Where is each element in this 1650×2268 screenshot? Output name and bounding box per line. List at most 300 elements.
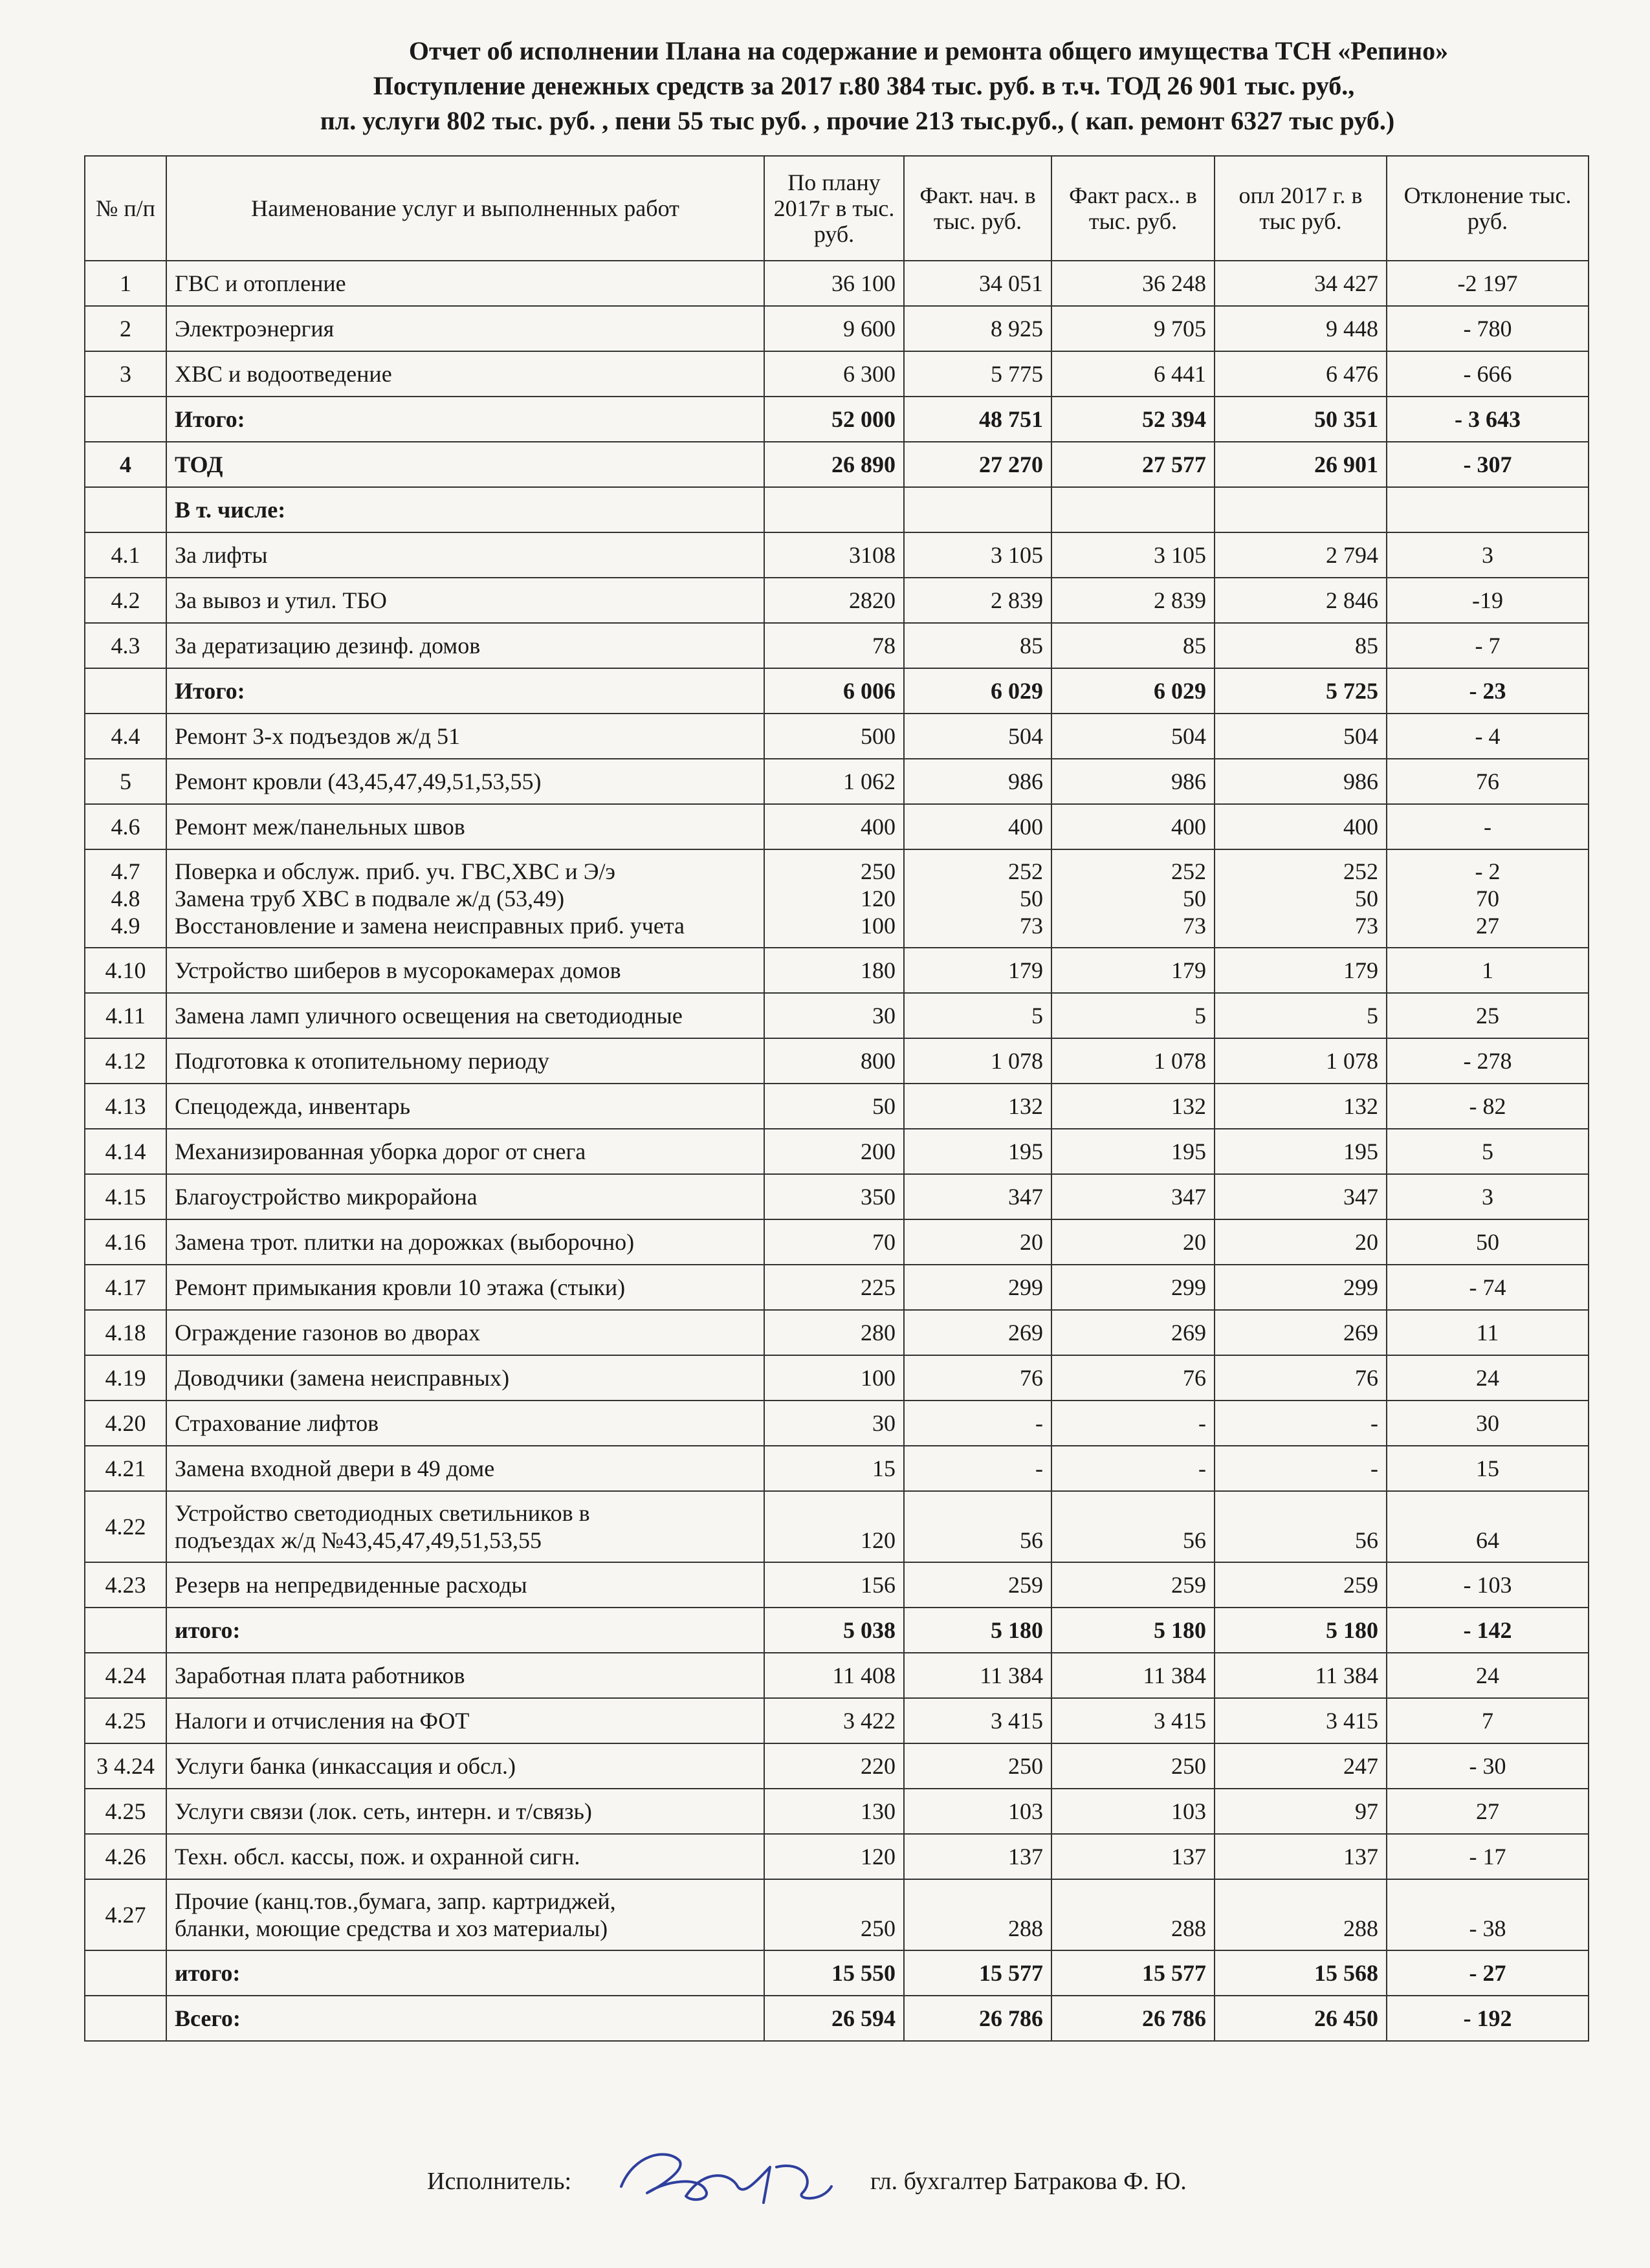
cell-fact-accrued: 252 50 73 <box>904 849 1051 948</box>
cell-deviation: - 192 <box>1387 1996 1589 2041</box>
table-body <box>85 261 1589 2041</box>
table-row <box>85 1996 1589 2041</box>
cell-paid: 34 427 <box>1215 261 1387 306</box>
cell-fact-expense: 195 <box>1051 1129 1215 1174</box>
cell-deviation <box>1387 487 1589 532</box>
cell-deviation: - 142 <box>1387 1608 1589 1653</box>
cell-num: 4.10 <box>85 948 166 993</box>
cell-paid: 6 476 <box>1215 351 1387 397</box>
cell-paid: 132 <box>1215 1084 1387 1129</box>
cell-name: Ремонт меж/панельных швов <box>166 804 764 849</box>
cell-fact-accrued: 103 <box>904 1789 1051 1834</box>
cell-name: Замена входной двери в 49 доме <box>166 1446 764 1491</box>
cell-paid: 179 <box>1215 948 1387 993</box>
cell-name: ГВС и отопление <box>166 261 764 306</box>
cell-paid: 259 <box>1215 1562 1387 1608</box>
cell-paid: 195 <box>1215 1129 1387 1174</box>
cell-name: В т. числе: <box>166 487 764 532</box>
cell-fact-accrued: 56 <box>904 1491 1051 1562</box>
cell-num: 4.17 <box>85 1265 166 1310</box>
cell-fact-expense: 36 248 <box>1051 261 1215 306</box>
cell-plan: 50 <box>764 1084 904 1129</box>
table-row <box>85 1355 1589 1401</box>
cell-plan: 70 <box>764 1219 904 1265</box>
cell-fact-accrued: 259 <box>904 1562 1051 1608</box>
cell-plan: 225 <box>764 1265 904 1310</box>
cell-name: Доводчики (замена неисправных) <box>166 1355 764 1401</box>
cell-name: За лифты <box>166 532 764 578</box>
cell-fact-expense: 103 <box>1051 1789 1215 1834</box>
table-row <box>85 578 1589 623</box>
cell-fact-expense: 132 <box>1051 1084 1215 1129</box>
cell-paid: 5 180 <box>1215 1608 1387 1653</box>
cell-plan: 2820 <box>764 578 904 623</box>
cell-name: Страхование лифтов <box>166 1401 764 1446</box>
cell-name: итого: <box>166 1950 764 1996</box>
cell-paid: 986 <box>1215 759 1387 804</box>
cell-fact-expense: 137 <box>1051 1834 1215 1879</box>
cell-paid: 3 415 <box>1215 1698 1387 1743</box>
cell-name: Прочие (канц.тов.,бумага, запр. картриджей, бланки, моющие средства и хоз материалы) <box>166 1879 764 1950</box>
table-row <box>85 532 1589 578</box>
cell-paid: 97 <box>1215 1789 1387 1834</box>
cell-fact-expense: 252 50 73 <box>1051 849 1215 948</box>
cell-num: 4.20 <box>85 1401 166 1446</box>
cell-num: 2 <box>85 306 166 351</box>
table-row <box>85 993 1589 1038</box>
table-row <box>85 804 1589 849</box>
cell-plan: 220 <box>764 1743 904 1789</box>
cell-paid: 5 <box>1215 993 1387 1038</box>
cell-plan: 180 <box>764 948 904 993</box>
col-header-plan: По плану 2017г в тыс. руб. <box>764 156 904 261</box>
cell-fact-expense: 76 <box>1051 1355 1215 1401</box>
cell-plan: 100 <box>764 1355 904 1401</box>
cell-deviation: - 666 <box>1387 351 1589 397</box>
col-header-fact-accrued: Факт. нач. в тыс. руб. <box>904 156 1051 261</box>
table-row <box>85 1401 1589 1446</box>
cell-plan: 800 <box>764 1038 904 1084</box>
cell-deviation: - 38 <box>1387 1879 1589 1950</box>
cell-deviation: - 74 <box>1387 1265 1589 1310</box>
cell-name: Поверка и обслуж. приб. уч. ГВС,ХВС и Э/э Замена труб ХВС в подвале ж/д (53,49) Восстановление и замена неисправных приб. учета <box>166 849 764 948</box>
cell-name: Благоустройство микрорайона <box>166 1174 764 1219</box>
col-header-num: № п/п <box>85 156 166 261</box>
cell-fact-expense: 299 <box>1051 1265 1215 1310</box>
cell-fact-expense: 5 180 <box>1051 1608 1215 1653</box>
table-header-row <box>85 156 1589 261</box>
cell-plan: 6 006 <box>764 668 904 714</box>
report-header <box>0 34 1650 138</box>
cell-plan: 36 100 <box>764 261 904 306</box>
table-row <box>85 1219 1589 1265</box>
cell-fact-expense: 504 <box>1051 714 1215 759</box>
cell-fact-accrued: 85 <box>904 623 1051 668</box>
cell-name: Техн. обсл. кассы, пож. и охранной сигн. <box>166 1834 764 1879</box>
table-row <box>85 397 1589 442</box>
cell-name: Ремонт примыкания кровли 10 этажа (стыки) <box>166 1265 764 1310</box>
cell-plan: 15 <box>764 1446 904 1491</box>
cell-name: Спецодежда, инвентарь <box>166 1084 764 1129</box>
cell-num: 5 <box>85 759 166 804</box>
cell-num: 4.11 <box>85 993 166 1038</box>
cell-fact-accrued: 76 <box>904 1355 1051 1401</box>
cell-num <box>85 397 166 442</box>
cell-fact-accrued: 179 <box>904 948 1051 993</box>
table-row <box>85 306 1589 351</box>
cell-deviation: - 780 <box>1387 306 1589 351</box>
cell-name: Услуги связи (лок. сеть, интерн. и т/связь) <box>166 1789 764 1834</box>
cell-num: 4.13 <box>85 1084 166 1129</box>
col-header-fact-expense: Факт расх.. в тыс. руб. <box>1051 156 1215 261</box>
cell-num: 4.2 <box>85 578 166 623</box>
cell-num: 4.4 <box>85 714 166 759</box>
cell-plan: 30 <box>764 993 904 1038</box>
table-row <box>85 487 1589 532</box>
cell-paid <box>1215 487 1387 532</box>
table-row <box>85 1491 1589 1562</box>
cell-fact-accrued: 195 <box>904 1129 1051 1174</box>
cell-fact-expense: 26 786 <box>1051 1996 1215 2041</box>
table-row <box>85 1038 1589 1084</box>
cell-fact-expense: 986 <box>1051 759 1215 804</box>
cell-name: Резерв на непредвиденные расходы <box>166 1562 764 1608</box>
cell-paid: 504 <box>1215 714 1387 759</box>
table-row <box>85 849 1589 948</box>
cell-deviation: - 4 <box>1387 714 1589 759</box>
cell-plan: 120 <box>764 1834 904 1879</box>
cell-paid: 347 <box>1215 1174 1387 1219</box>
report-table <box>84 155 1589 2042</box>
cell-plan: 1 062 <box>764 759 904 804</box>
cell-deviation: - 2 70 27 <box>1387 849 1589 948</box>
cell-plan: 120 <box>764 1491 904 1562</box>
table-row <box>85 948 1589 993</box>
cell-paid: 20 <box>1215 1219 1387 1265</box>
cell-plan: 156 <box>764 1562 904 1608</box>
cell-plan: 400 <box>764 804 904 849</box>
table-row <box>85 1743 1589 1789</box>
cell-plan: 130 <box>764 1789 904 1834</box>
col-header-name: Наименование услуг и выполненных работ <box>166 156 764 261</box>
cell-name: ХВС и водоотведение <box>166 351 764 397</box>
cell-name: Электроэнергия <box>166 306 764 351</box>
cell-deviation: - 17 <box>1387 1834 1589 1879</box>
cell-paid: 56 <box>1215 1491 1387 1562</box>
cell-fact-expense: 347 <box>1051 1174 1215 1219</box>
cell-fact-accrued: 2 839 <box>904 578 1051 623</box>
cell-num: 4.26 <box>85 1834 166 1879</box>
cell-num: 4.18 <box>85 1310 166 1355</box>
cell-deviation: - 103 <box>1387 1562 1589 1608</box>
cell-paid: 247 <box>1215 1743 1387 1789</box>
cell-paid: 137 <box>1215 1834 1387 1879</box>
cell-name: За вывоз и утил. ТБО <box>166 578 764 623</box>
cell-deviation: 24 <box>1387 1355 1589 1401</box>
cell-plan: 5 038 <box>764 1608 904 1653</box>
report-receipts-details: пл. услуги 802 тыс. руб. , пени 55 тыс руб. , прочие 213 тыс.руб., ( кап. ремонт 6327 тыс руб.) <box>320 106 1395 135</box>
table-row <box>85 1789 1589 1834</box>
cell-name: итого: <box>166 1608 764 1653</box>
cell-fact-accrued: - <box>904 1401 1051 1446</box>
cell-fact-expense: 288 <box>1051 1879 1215 1950</box>
cell-num: 4.27 <box>85 1879 166 1950</box>
cell-paid: 26 450 <box>1215 1996 1387 2041</box>
cell-name: Подготовка к отопительному периоду <box>166 1038 764 1084</box>
cell-fact-expense: 52 394 <box>1051 397 1215 442</box>
cell-deviation: 11 <box>1387 1310 1589 1355</box>
cell-num: 4.3 <box>85 623 166 668</box>
cell-fact-expense: 250 <box>1051 1743 1215 1789</box>
col-header-deviation: Отклонение тыс. руб. <box>1387 156 1589 261</box>
cell-paid: 288 <box>1215 1879 1387 1950</box>
cell-fact-expense: 5 <box>1051 993 1215 1038</box>
table-row <box>85 759 1589 804</box>
cell-paid: 15 568 <box>1215 1950 1387 1996</box>
cell-name: Итого: <box>166 668 764 714</box>
cell-plan: 500 <box>764 714 904 759</box>
cell-deviation: 1 <box>1387 948 1589 993</box>
cell-fact-accrued: 15 577 <box>904 1950 1051 1996</box>
cell-fact-accrued: 299 <box>904 1265 1051 1310</box>
cell-num: 4.23 <box>85 1562 166 1608</box>
cell-paid: 400 <box>1215 804 1387 849</box>
cell-fact-expense: 11 384 <box>1051 1653 1215 1698</box>
cell-name: Всего: <box>166 1996 764 2041</box>
cell-num: 4.1 <box>85 532 166 578</box>
cell-num <box>85 1996 166 2041</box>
cell-deviation: - 278 <box>1387 1038 1589 1084</box>
table-row <box>85 1950 1589 1996</box>
cell-deviation: - 27 <box>1387 1950 1589 1996</box>
signature-mark <box>608 2141 841 2212</box>
table-row <box>85 668 1589 714</box>
cell-num <box>85 1950 166 1996</box>
cell-fact-expense: 400 <box>1051 804 1215 849</box>
cell-fact-expense: 1 078 <box>1051 1038 1215 1084</box>
report-receipts-line: Поступление денежных средств за 2017 г.80 384 тыс. руб. в т.ч. ТОД 26 901 тыс. руб., <box>373 71 1355 100</box>
cell-fact-expense: 85 <box>1051 623 1215 668</box>
cell-num <box>85 487 166 532</box>
cell-fact-accrued: 27 270 <box>904 442 1051 487</box>
cell-num: 4.25 <box>85 1698 166 1743</box>
cell-fact-accrued: 48 751 <box>904 397 1051 442</box>
cell-deviation: 30 <box>1387 1401 1589 1446</box>
cell-fact-accrued: 5 <box>904 993 1051 1038</box>
table-row <box>85 1562 1589 1608</box>
cell-plan: 3108 <box>764 532 904 578</box>
cell-fact-accrued: 504 <box>904 714 1051 759</box>
cell-num <box>85 1608 166 1653</box>
cell-paid: 269 <box>1215 1310 1387 1355</box>
cell-num: 4.21 <box>85 1446 166 1491</box>
cell-fact-accrued: 400 <box>904 804 1051 849</box>
executor-label: Исполнитель: <box>427 2168 572 2195</box>
table-row <box>85 1653 1589 1698</box>
table-row <box>85 1310 1589 1355</box>
cell-num: 4 <box>85 442 166 487</box>
cell-deviation: - 3 643 <box>1387 397 1589 442</box>
cell-num: 3 <box>85 351 166 397</box>
cell-paid: 2 794 <box>1215 532 1387 578</box>
cell-deviation: 76 <box>1387 759 1589 804</box>
cell-fact-expense: 15 577 <box>1051 1950 1215 1996</box>
table-row <box>85 1446 1589 1491</box>
cell-fact-accrued: 3 105 <box>904 532 1051 578</box>
cell-paid: 26 901 <box>1215 442 1387 487</box>
cell-name: ТОД <box>166 442 764 487</box>
cell-num: 4.16 <box>85 1219 166 1265</box>
cell-num: 3 4.24 <box>85 1743 166 1789</box>
cell-num: 4.22 <box>85 1491 166 1562</box>
cell-deviation: -19 <box>1387 578 1589 623</box>
cell-fact-expense: 20 <box>1051 1219 1215 1265</box>
cell-fact-expense: - <box>1051 1446 1215 1491</box>
cell-deviation: 15 <box>1387 1446 1589 1491</box>
cell-deviation: 3 <box>1387 1174 1589 1219</box>
cell-plan: 250 120 100 <box>764 849 904 948</box>
cell-fact-accrued: 986 <box>904 759 1051 804</box>
cell-plan: 6 300 <box>764 351 904 397</box>
cell-fact-expense: 27 577 <box>1051 442 1215 487</box>
cell-fact-accrued: 34 051 <box>904 261 1051 306</box>
cell-paid: 252 50 73 <box>1215 849 1387 948</box>
col-header-paid: опл 2017 г. в тыс руб. <box>1215 156 1387 261</box>
cell-num: 4.7 4.8 4.9 <box>85 849 166 948</box>
table-header <box>85 156 1589 261</box>
cell-fact-accrued: 269 <box>904 1310 1051 1355</box>
cell-fact-expense: 259 <box>1051 1562 1215 1608</box>
cell-fact-accrued: 26 786 <box>904 1996 1051 2041</box>
table-row <box>85 1265 1589 1310</box>
table-row <box>85 1879 1589 1950</box>
cell-deviation: - 30 <box>1387 1743 1589 1789</box>
table-row <box>85 1698 1589 1743</box>
cell-plan: 26 594 <box>764 1996 904 2041</box>
cell-fact-expense: 269 <box>1051 1310 1215 1355</box>
cell-plan: 30 <box>764 1401 904 1446</box>
cell-deviation: -2 197 <box>1387 261 1589 306</box>
report-title: Отчет об исполнении Плана на содержание и ремонта общего имущества ТСН «Репино» <box>408 36 1449 65</box>
cell-plan: 78 <box>764 623 904 668</box>
table-row <box>85 1608 1589 1653</box>
cell-fact-expense: 179 <box>1051 948 1215 993</box>
cell-num: 4.12 <box>85 1038 166 1084</box>
cell-name: Устройство светодиодных светильников в подъездах ж/д №43,45,47,49,51,53,55 <box>166 1491 764 1562</box>
cell-name: Замена ламп уличного освещения на светодиодные <box>166 993 764 1038</box>
cell-plan: 250 <box>764 1879 904 1950</box>
cell-paid: 76 <box>1215 1355 1387 1401</box>
cell-num: 4.6 <box>85 804 166 849</box>
cell-fact-expense: - <box>1051 1401 1215 1446</box>
cell-num: 4.14 <box>85 1129 166 1174</box>
cell-num: 1 <box>85 261 166 306</box>
cell-name: Устройство шиберов в мусорокамерах домов <box>166 948 764 993</box>
cell-paid: 85 <box>1215 623 1387 668</box>
cell-name: Услуги банка (инкассация и обсл.) <box>166 1743 764 1789</box>
cell-paid: 50 351 <box>1215 397 1387 442</box>
table-row <box>85 1834 1589 1879</box>
cell-plan <box>764 487 904 532</box>
cell-deviation: - <box>1387 804 1589 849</box>
cell-fact-accrued: 11 384 <box>904 1653 1051 1698</box>
cell-deviation: - 307 <box>1387 442 1589 487</box>
cell-name: За дератизацию дезинф. домов <box>166 623 764 668</box>
cell-name: Налоги и отчисления на ФОТ <box>166 1698 764 1743</box>
cell-plan: 15 550 <box>764 1950 904 1996</box>
table-row <box>85 714 1589 759</box>
cell-deviation: 27 <box>1387 1789 1589 1834</box>
cell-fact-accrued: 347 <box>904 1174 1051 1219</box>
cell-name: Ремонт 3-х подъездов ж/д 51 <box>166 714 764 759</box>
table-row <box>85 1174 1589 1219</box>
cell-fact-accrued: 5 180 <box>904 1608 1051 1653</box>
cell-fact-accrued: 137 <box>904 1834 1051 1879</box>
cell-deviation: 25 <box>1387 993 1589 1038</box>
cell-fact-accrued: 3 415 <box>904 1698 1051 1743</box>
cell-paid: 1 078 <box>1215 1038 1387 1084</box>
cell-deviation: 7 <box>1387 1698 1589 1743</box>
cell-deviation: - 82 <box>1387 1084 1589 1129</box>
cell-fact-accrued <box>904 487 1051 532</box>
cell-fact-expense: 56 <box>1051 1491 1215 1562</box>
cell-name: Итого: <box>166 397 764 442</box>
cell-fact-accrued: 6 029 <box>904 668 1051 714</box>
cell-deviation: 3 <box>1387 532 1589 578</box>
cell-fact-expense <box>1051 487 1215 532</box>
cell-fact-accrued: 1 078 <box>904 1038 1051 1084</box>
cell-fact-accrued: 132 <box>904 1084 1051 1129</box>
cell-fact-accrued: - <box>904 1446 1051 1491</box>
table-row <box>85 442 1589 487</box>
cell-fact-accrued: 20 <box>904 1219 1051 1265</box>
cell-num: 4.24 <box>85 1653 166 1698</box>
cell-paid: 5 725 <box>1215 668 1387 714</box>
cell-num: 4.19 <box>85 1355 166 1401</box>
cell-fact-accrued: 288 <box>904 1879 1051 1950</box>
cell-num: 4.15 <box>85 1174 166 1219</box>
cell-deviation: 24 <box>1387 1653 1589 1698</box>
cell-plan: 200 <box>764 1129 904 1174</box>
cell-fact-accrued: 5 775 <box>904 351 1051 397</box>
cell-plan: 52 000 <box>764 397 904 442</box>
cell-plan: 280 <box>764 1310 904 1355</box>
table-row <box>85 1129 1589 1174</box>
cell-fact-expense: 6 029 <box>1051 668 1215 714</box>
table-row <box>85 261 1589 306</box>
cell-fact-accrued: 250 <box>904 1743 1051 1789</box>
cell-fact-accrued: 8 925 <box>904 306 1051 351</box>
cell-deviation: - 23 <box>1387 668 1589 714</box>
cell-name: Механизированная уборка дорог от снега <box>166 1129 764 1174</box>
cell-fact-expense: 2 839 <box>1051 578 1215 623</box>
cell-name: Замена трот. плитки на дорожках (выборочно) <box>166 1219 764 1265</box>
cell-num <box>85 668 166 714</box>
cell-num: 4.25 <box>85 1789 166 1834</box>
cell-paid: - <box>1215 1401 1387 1446</box>
cell-deviation: 64 <box>1387 1491 1589 1562</box>
cell-paid: 2 846 <box>1215 578 1387 623</box>
cell-paid: 9 448 <box>1215 306 1387 351</box>
cell-paid: 299 <box>1215 1265 1387 1310</box>
cell-deviation: - 7 <box>1387 623 1589 668</box>
cell-paid: 11 384 <box>1215 1653 1387 1698</box>
signer-name: гл. бухгалтер Батракова Ф. Ю. <box>870 2168 1187 2195</box>
cell-deviation: 50 <box>1387 1219 1589 1265</box>
table-row <box>85 623 1589 668</box>
cell-fact-expense: 9 705 <box>1051 306 1215 351</box>
table-row <box>85 1084 1589 1129</box>
